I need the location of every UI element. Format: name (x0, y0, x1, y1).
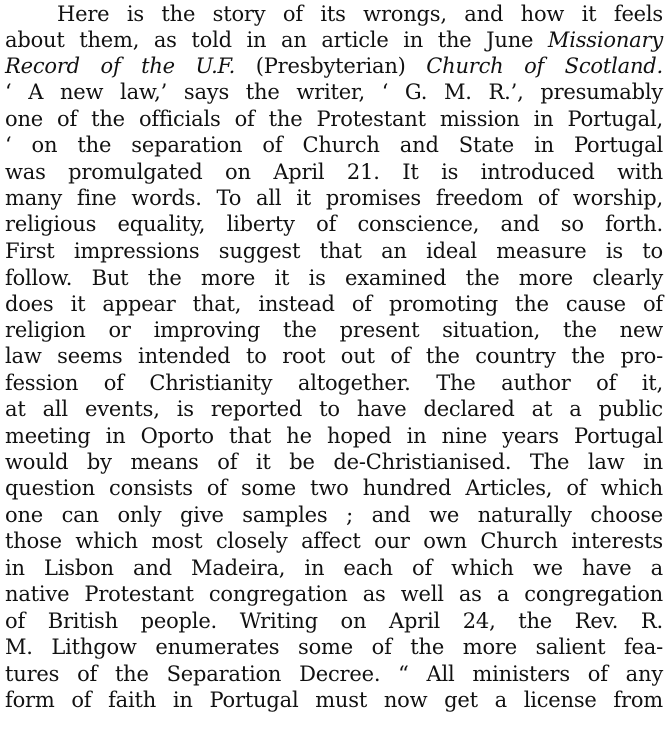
text-line: tures of the Separation Decree. “ All ministers of any (5, 662, 663, 686)
text-line: form of faith in Portugal must now get a license from (5, 688, 663, 712)
text-line: Record of the U.F. (Presbyterian) Church of Scotland. (5, 54, 663, 78)
text-line: religious equality, liberty of conscience, and so forth. (5, 212, 663, 236)
text-line: does it appear that, instead of promoting the cause of (5, 292, 663, 316)
text-line: ‘ on the separation of Church and State in Portugal (5, 133, 663, 157)
text-line: M. Lithgow enumerates some of the more salient fea- (5, 635, 663, 659)
text-line: follow. But the more it is examined the more clearly (5, 266, 663, 290)
text-line: native Protestant congregation as well as a congregation (5, 582, 663, 606)
text-line: about them, as told in an article in the June Missionary (5, 28, 663, 52)
text-line: of British people. Writing on April 24, the Rev. R. (5, 609, 663, 633)
text-line: law seems intended to root out of the country the pro- (5, 344, 663, 368)
text-line: many fine words. To all it promises freedom of worship, (5, 186, 663, 210)
text-line: First impressions suggest that an ideal measure is to (5, 239, 663, 263)
text-line: religion or improving the present situation, the new (5, 318, 663, 342)
text-line: in Lisbon and Madeira, in each of which we have a (5, 556, 663, 580)
text-line: ‘ A new law,’ says the writer, ‘ G. M. R.’, presumably (5, 80, 663, 104)
text-line: fession of Christianity altogether. The author of it, (5, 371, 663, 395)
text-line: one can only give samples ; and we naturally choose (5, 503, 663, 527)
text-line: those which most closely affect our own Church interests (5, 529, 663, 553)
text-line: at all events, is reported to have declared at a public (5, 397, 663, 421)
text-line: question consists of some two hundred Articles, of which (5, 476, 663, 500)
text-line: Here is the story of its wrongs, and how it feels (57, 2, 663, 26)
document-page (5, 0, 663, 742)
text-line: would by means of it be de-Christianised. The law in (5, 450, 663, 474)
text-line: was promulgated on April 21. It is introduced with (5, 160, 663, 184)
text-line: one of the officials of the Protestant mission in Portugal, (5, 107, 663, 131)
text-line: meeting in Oporto that he hoped in nine years Portugal (5, 424, 663, 448)
